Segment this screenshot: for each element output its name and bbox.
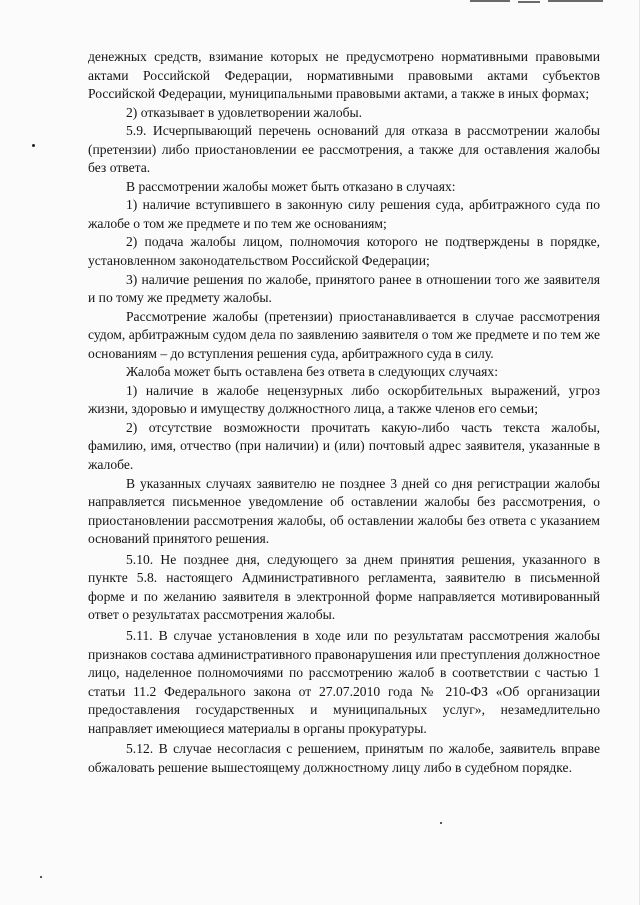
paragraph-3: 5.9. Исчерпывающий перечень оснований для отказа в рассмотрении жалобы (претензии) либо приостановлении ее рассмотрения, а также для оставления жалобы без ответа.	[88, 123, 600, 176]
paragraph-6: 2) подача жалобы лицом, полномочия которого не подтверждены в порядке, установленном законодательством Российской Федерации;	[88, 234, 600, 269]
scan-speck	[32, 144, 35, 147]
paragraph-12: В указанных случаях заявителю не позднее 3 дней со дня регистрации жалобы направляется письменное уведомление об оставлении жалобы без рассмотрения, о приостановлении рассмотрения жалобы, об оставлении жалобы без ответа с указанием оснований принятого решения.	[88, 475, 600, 547]
document-body	[88, 48, 600, 777]
paragraph-2: 2) отказывает в удовлетворении жалобы.	[126, 104, 363, 120]
paragraph-14: 5.11. В случае установления в ходе или по результатам рассмотрения жалобы признаков состава административного правонарушения или преступления должностное лицо, наделенное полномочиями по рассмотрению жалоб в соответствии с частью 1 статьи 11.2 Федерального закона от 27.07.2010 года № 210-ФЗ «Об организации предоставления государственных и муниципальных услуг», незамедлительно направляет имеющиеся материалы в органы прокуратуры.	[88, 627, 600, 736]
paragraph-1: денежных средств, взимание которых не предусмотрено нормативными правовыми актами Российской Федерации, нормативными правовыми актами субъектов Российской Федерации, муниципальными правовыми актами, а также в иных формах;	[88, 49, 600, 102]
scan-artifact-top	[470, 0, 620, 3]
paragraph-15: 5.12. В случае несогласия с решением, принятым по жалобе, заявитель вправе обжаловать решение вышестоящему должностному лицу либо в судебном порядке.	[88, 741, 600, 775]
paragraph-5: 1) наличие вступившего в законную силу решения суда, арбитражного суда по жалобе о том же предмете и по тем же основаниям;	[88, 197, 600, 231]
paragraph-13: 5.10. Не позднее дня, следующего за днем принятия решения, указанного в пункте 5.8. настоящего Административного регламента, заявителю в письменной форме и по желанию заявителя в электронной форме направляется мотивированный ответ о результатах рассмотрения жалобы.	[88, 551, 600, 623]
paragraph-10: 1) наличие в жалобе нецензурных либо оскорбительных выражений, угроз жизни, здоровью и имуществу должностного лица, а также членов его семьи;	[88, 382, 600, 417]
paragraph-4: В рассмотрении жалобы может быть отказано в случаях:	[126, 178, 456, 194]
paragraph-8: Рассмотрение жалобы (претензии) приостанавливается в случае рассмотрения судом, арбитражным судом дела по заявлению заявителя о том же предмете и по тем же основаниям – до вступления решения суда, арбитражного суда в силу.	[88, 308, 600, 361]
scan-speck	[40, 876, 42, 878]
scan-speck	[440, 822, 442, 824]
paragraph-9: Жалоба может быть оставлена без ответа в следующих случаях:	[126, 364, 499, 380]
paragraph-7: 3) наличие решения по жалобе, принятого ранее в отношении того же заявителя и по тому же предмету жалобы.	[88, 271, 600, 306]
paragraph-11: 2) отсутствие возможности прочитать какую-либо часть текста жалобы, фамилию, имя, отчество (при наличии) и (или) почтовый адрес заявителя, указанные в жалобе.	[88, 419, 600, 473]
